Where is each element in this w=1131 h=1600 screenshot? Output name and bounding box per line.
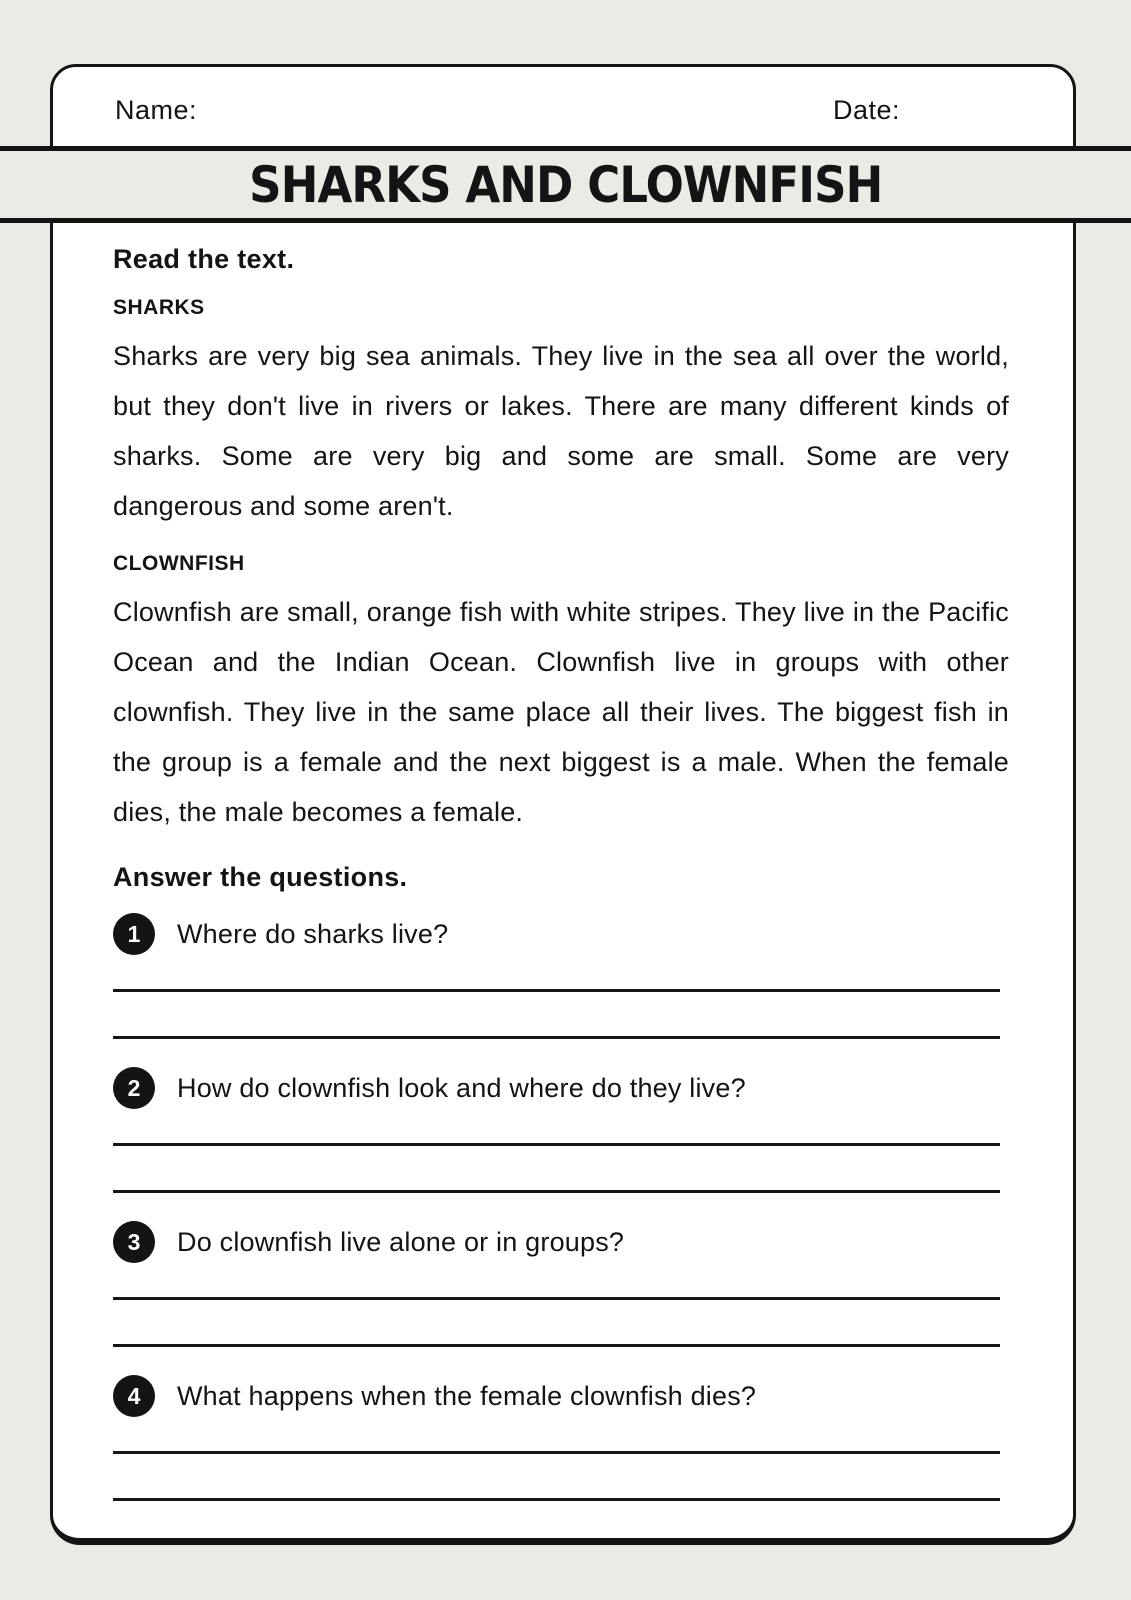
answer-questions-instruction: Answer the questions. bbox=[113, 862, 408, 892]
answer-line[interactable] bbox=[113, 1190, 1000, 1193]
answer-line[interactable] bbox=[113, 1036, 1000, 1039]
question-row bbox=[113, 1221, 1009, 1263]
answer-line[interactable] bbox=[113, 1297, 1000, 1300]
question-row bbox=[113, 1375, 1009, 1417]
question-number-badge: 2 bbox=[113, 1067, 155, 1109]
read-text-instruction: Read the text. bbox=[113, 244, 295, 274]
question-text: How do clownfish look and where do they live? bbox=[177, 1073, 746, 1103]
question-block-1 bbox=[113, 913, 1009, 1039]
date-field-label[interactable]: Date: bbox=[833, 95, 901, 125]
question-block-4 bbox=[113, 1375, 1009, 1501]
name-field-label[interactable]: Name: bbox=[115, 95, 198, 125]
passage-text-clownfish: Clownfish are small, orange fish with white stripes. They live in the Pacific Ocean and the Indian Ocean. Clownfish live in groups with other clownfish. They live in the same place all their lives. The biggest fish in the group is a female and the next biggest is a male. When the female dies, the male becomes a female. bbox=[113, 597, 1009, 827]
worksheet-card bbox=[50, 200, 1076, 1545]
question-text: Do clownfish live alone or in groups? bbox=[177, 1227, 625, 1257]
passage-heading-clownfish: CLOWNFISH bbox=[113, 552, 245, 575]
passage-heading-sharks: SHARKS bbox=[113, 296, 205, 319]
question-number-badge: 4 bbox=[113, 1375, 155, 1417]
question-row bbox=[113, 913, 1009, 955]
answer-line[interactable] bbox=[113, 1451, 1000, 1454]
passage-text-sharks: Sharks are very big sea animals. They live in the sea all over the world, but they don't live in rivers or lakes. There are many different kinds of sharks. Some are very big and some are small. Some are very dangerous and some aren't. bbox=[113, 341, 1009, 521]
question-number-badge: 1 bbox=[113, 913, 155, 955]
question-block-3 bbox=[113, 1221, 1009, 1347]
answer-line[interactable] bbox=[113, 989, 1000, 992]
question-text: What happens when the female clownfish dies? bbox=[177, 1381, 757, 1411]
answer-line[interactable] bbox=[113, 1143, 1000, 1146]
question-number-badge: 3 bbox=[113, 1221, 155, 1263]
answer-line[interactable] bbox=[113, 1344, 1000, 1347]
answer-line[interactable] bbox=[113, 1498, 1000, 1501]
question-text: Where do sharks live? bbox=[177, 919, 449, 949]
question-block-2 bbox=[113, 1067, 1009, 1193]
page-title: SHARKS AND CLOWNFISH bbox=[248, 155, 883, 214]
title-band bbox=[0, 146, 1131, 223]
question-row bbox=[113, 1067, 1009, 1109]
